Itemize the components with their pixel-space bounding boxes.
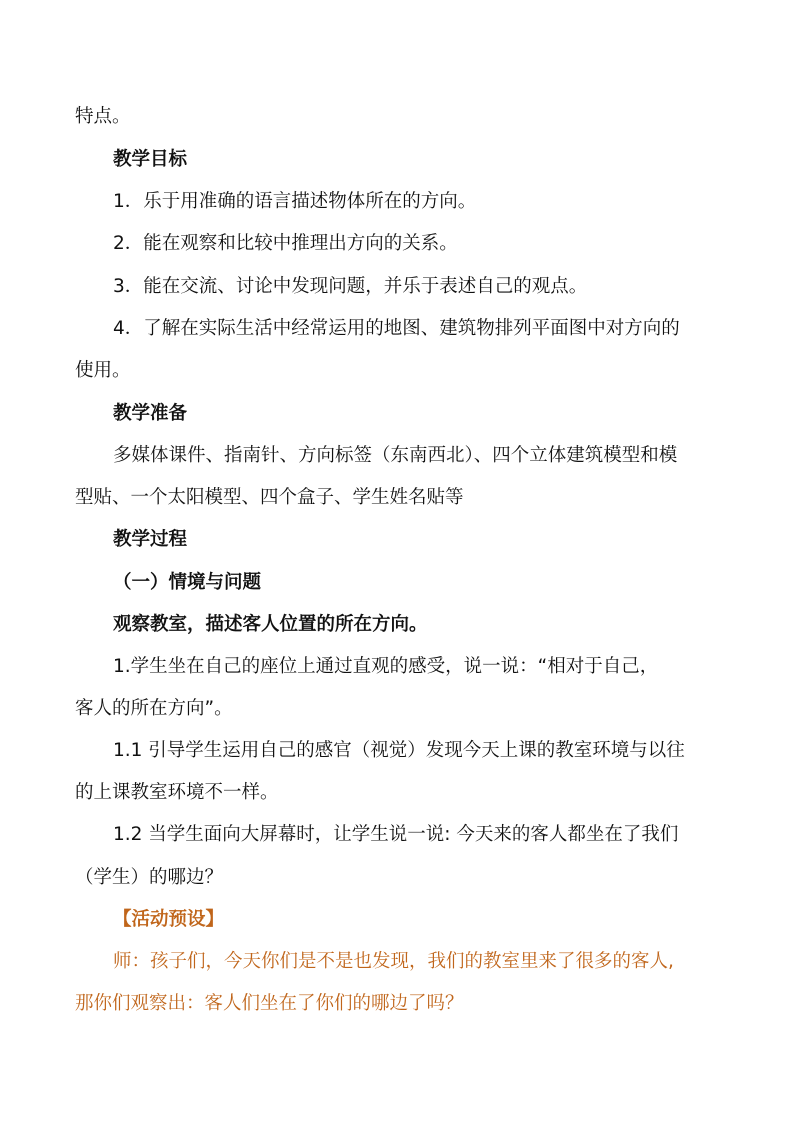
activity-line-2: 那你们观察出：客人们坐在了你们的哪边了吗？ (75, 993, 464, 1014)
process-step-1-continued: 客人的所在方向”。 (75, 698, 233, 719)
process-step-1-2-continued: （学生）的哪边？ (75, 867, 224, 888)
activity-label: 【活动预设】 (113, 909, 225, 930)
process-step-1-1-continued: 的上课教室环境不一样。 (75, 782, 279, 803)
objective-item-4: 4．了解在实际生活中经常运用的地图、建筑物排列平面图中对方向的 (113, 318, 680, 339)
preparation-line-2: 型贴、一个太阳模型、四个盒子、学生姓名贴等 (75, 487, 464, 508)
process-heading: 教学过程 (113, 529, 188, 550)
objective-item-4-continued: 使用。 (75, 360, 131, 381)
activity-line-1: 师：孩子们，今天你们是不是也发现，我们的教室里来了很多的客人, (113, 951, 674, 972)
objective-item-2: 2．能在观察和比较中推理出方向的关系。 (113, 233, 458, 254)
continued-paragraph-end: 特点。 (75, 106, 131, 127)
objective-item-1: 1．乐于用准确的语言描述物体所在的方向。 (113, 191, 477, 212)
process-focus: 观察教室，描述客人位置的所在方向。 (113, 614, 428, 635)
preparation-line-1: 多媒体课件、指南针、方向标签（东南西北）、四个立体建筑模型和模 (113, 445, 678, 466)
objectives-heading: 教学目标 (113, 149, 188, 170)
preparation-heading: 教学准备 (113, 403, 188, 424)
objective-item-3: 3．能在交流、讨论中发现问题，并乐于表述自己的观点。 (113, 276, 588, 297)
process-step-1-1: 1.1 引导学生运用自己的感官（视觉）发现今天上课的教室环境与以往 (113, 740, 685, 761)
process-step-1-2: 1.2 当学生面向大屏幕时，让学生说一说: 今天来的客人都坐在了我们 (113, 824, 679, 845)
process-subheading: （一）情境与问题 (113, 572, 262, 593)
process-step-1: 1.学生坐在自己的座位上通过直观的感受，说一说：“相对于自己， (113, 656, 659, 677)
